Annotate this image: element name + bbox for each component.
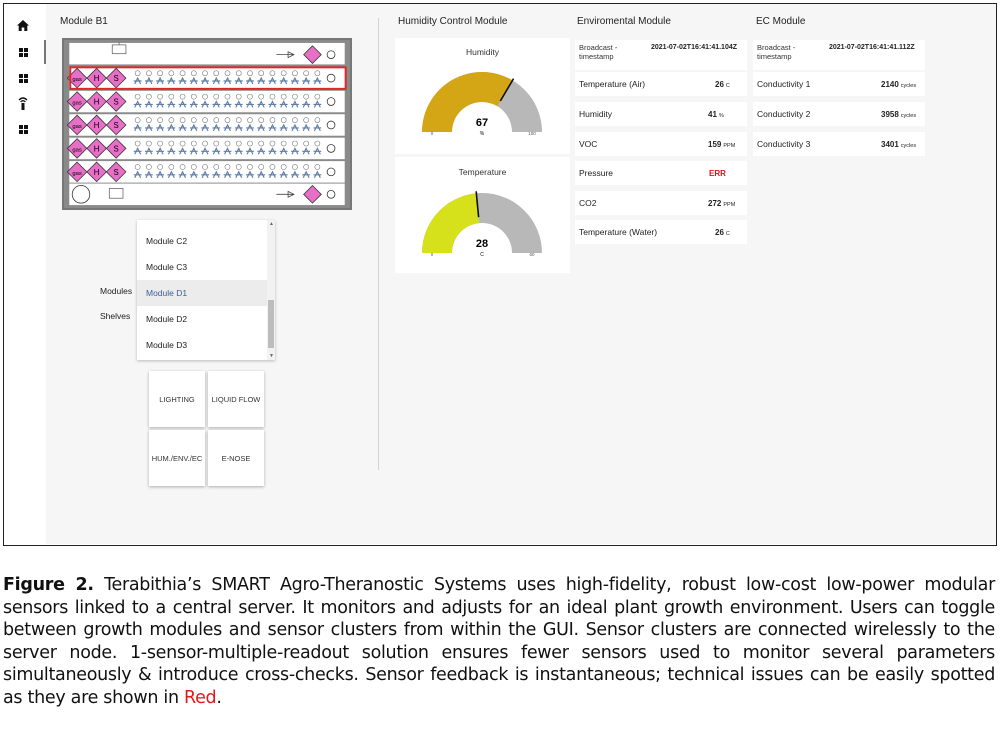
svg-text:S: S (113, 144, 119, 154)
divider (378, 18, 379, 470)
caption-red-word: Red (184, 687, 217, 708)
env-value: 41 % (708, 110, 724, 119)
env-value: 159 PPM (708, 140, 736, 149)
scrollbar[interactable] (267, 220, 275, 360)
ec-value: 2140 cycles (881, 80, 917, 89)
figure-caption (3, 574, 995, 709)
env-row (575, 102, 747, 126)
gauge-title: Temperature (458, 167, 507, 177)
module-list[interactable] (137, 220, 275, 360)
list-item[interactable]: Module D2 (146, 314, 188, 324)
sidebar (4, 4, 46, 544)
ec-label: Conductivity 1 (757, 79, 811, 89)
svg-text:gas: gas (72, 170, 82, 177)
dashboard-icon[interactable] (16, 45, 30, 59)
ec-label: Conductivity 3 (757, 139, 811, 149)
home-icon[interactable] (16, 18, 30, 32)
timestamp-label: Broadcast - timestamp (757, 43, 796, 61)
figure-label: Figure 2. (3, 575, 94, 595)
hum-env-ec-button[interactable]: HUM./ENV./EC (149, 430, 205, 486)
list-item[interactable]: Module D3 (146, 340, 188, 350)
list-item-selected[interactable]: Module D1 (137, 280, 267, 306)
env-label: Temperature (Water) (579, 227, 658, 237)
svg-text:H: H (93, 167, 100, 177)
modules-label: Modules (100, 286, 133, 296)
gauge-max: 60 (529, 252, 535, 257)
timestamp-label: Broadcast - timestamp (579, 43, 618, 61)
ec-value: 3958 cycles (881, 110, 917, 119)
ec-module-title: EC Module (756, 16, 806, 27)
env-row (575, 132, 747, 156)
env-label: Pressure (579, 168, 614, 178)
timestamp-value: 2021-07-02T16:41:41.104Z (651, 44, 738, 51)
scroll-up-icon[interactable]: ▲ (269, 221, 274, 227)
gauge-title: Humidity (465, 47, 500, 57)
env-label: Temperature (Air) (579, 79, 646, 89)
gauge-min: 0 (430, 131, 434, 136)
dashboard-icon[interactable] (16, 122, 30, 136)
ec-row (753, 102, 925, 126)
scroll-down-icon[interactable]: ▼ (269, 353, 274, 359)
env-value: 26 C (715, 80, 730, 89)
ec-row (753, 72, 925, 96)
scroll-thumb[interactable] (268, 300, 274, 348)
env-row (575, 220, 747, 244)
ec-timestamp (753, 40, 925, 70)
timestamp-value: 2021-07-02T16:41:41.112Z (829, 44, 915, 51)
svg-text:S: S (113, 74, 119, 84)
svg-text:H: H (93, 74, 100, 84)
temperature-gauge (395, 157, 570, 273)
temperature-gauge-card (395, 157, 570, 273)
lighting-button[interactable]: LIGHTING (149, 371, 205, 427)
ec-row (753, 132, 925, 156)
e-nose-button[interactable]: E-NOSE (208, 430, 264, 486)
gauge-max: 100 (528, 131, 536, 136)
svg-text:S: S (113, 120, 119, 130)
gauge-unit: % (479, 131, 485, 137)
svg-text:S: S (113, 167, 119, 177)
env-value: ERR (709, 169, 726, 178)
ec-label: Conductivity 2 (757, 109, 811, 119)
caption-text: Terabithia’s SMART Agro-Theranostic Systems uses high-fidelity, robust low-cost low-power modular sensors linked to a central server. It monitors and adjusts for an ideal plant growth environment. Users can toggle between growth modules and sensor clusters from within the GUI. Sensor clusters are connected wirelessly to the server node. 1-sensor-multiple-readout solution ensures fewer sensors used to monitor several parameters simultaneously & introduce cross-checks. Sensor feedback is instantaneous; technical issues can be easily spotted as they are shown in (3, 575, 995, 708)
wireless-sensor-icon[interactable] (16, 96, 30, 110)
liquid-flow-button[interactable]: LIQUID FLOW (208, 371, 264, 427)
humidity-gauge-card (395, 38, 570, 154)
gauge-value: 67 (475, 117, 489, 129)
svg-text:S: S (113, 97, 119, 107)
svg-text:gas: gas (72, 147, 82, 154)
list-item[interactable]: Module C3 (146, 262, 188, 272)
env-row (575, 72, 747, 96)
module-diagram[interactable] (62, 38, 352, 210)
svg-text:gas: gas (72, 123, 82, 130)
env-row (575, 161, 747, 185)
env-value: 26 C (715, 228, 730, 237)
humidity-module-title: Humidity Control Module (398, 16, 508, 27)
ec-value: 3401 cycles (881, 140, 917, 149)
main-content (46, 4, 996, 544)
caption-end: . (216, 687, 222, 708)
gauge-value: 28 (475, 238, 489, 250)
svg-text:gas: gas (72, 77, 82, 84)
env-label: VOC (579, 139, 598, 149)
app-window (3, 3, 997, 546)
env-label: CO2 (579, 198, 597, 208)
env-value: 272 PPM (708, 199, 736, 208)
svg-text:H: H (93, 120, 100, 130)
shelves-label: Shelves (100, 311, 131, 321)
gauge-min: 0 (430, 252, 434, 257)
dashboard-icon[interactable] (16, 71, 30, 85)
env-module-title: Enviromental Module (577, 16, 671, 27)
list-item[interactable]: Module C2 (146, 236, 188, 246)
svg-text:H: H (93, 144, 100, 154)
env-label: Humidity (579, 109, 613, 119)
env-timestamp (575, 40, 747, 70)
svg-text:H: H (93, 97, 100, 107)
humidity-gauge (395, 38, 570, 154)
module-title: Module B1 (60, 16, 108, 27)
gauge-unit: C (480, 252, 484, 258)
env-row (575, 191, 747, 215)
svg-text:gas: gas (72, 100, 82, 107)
